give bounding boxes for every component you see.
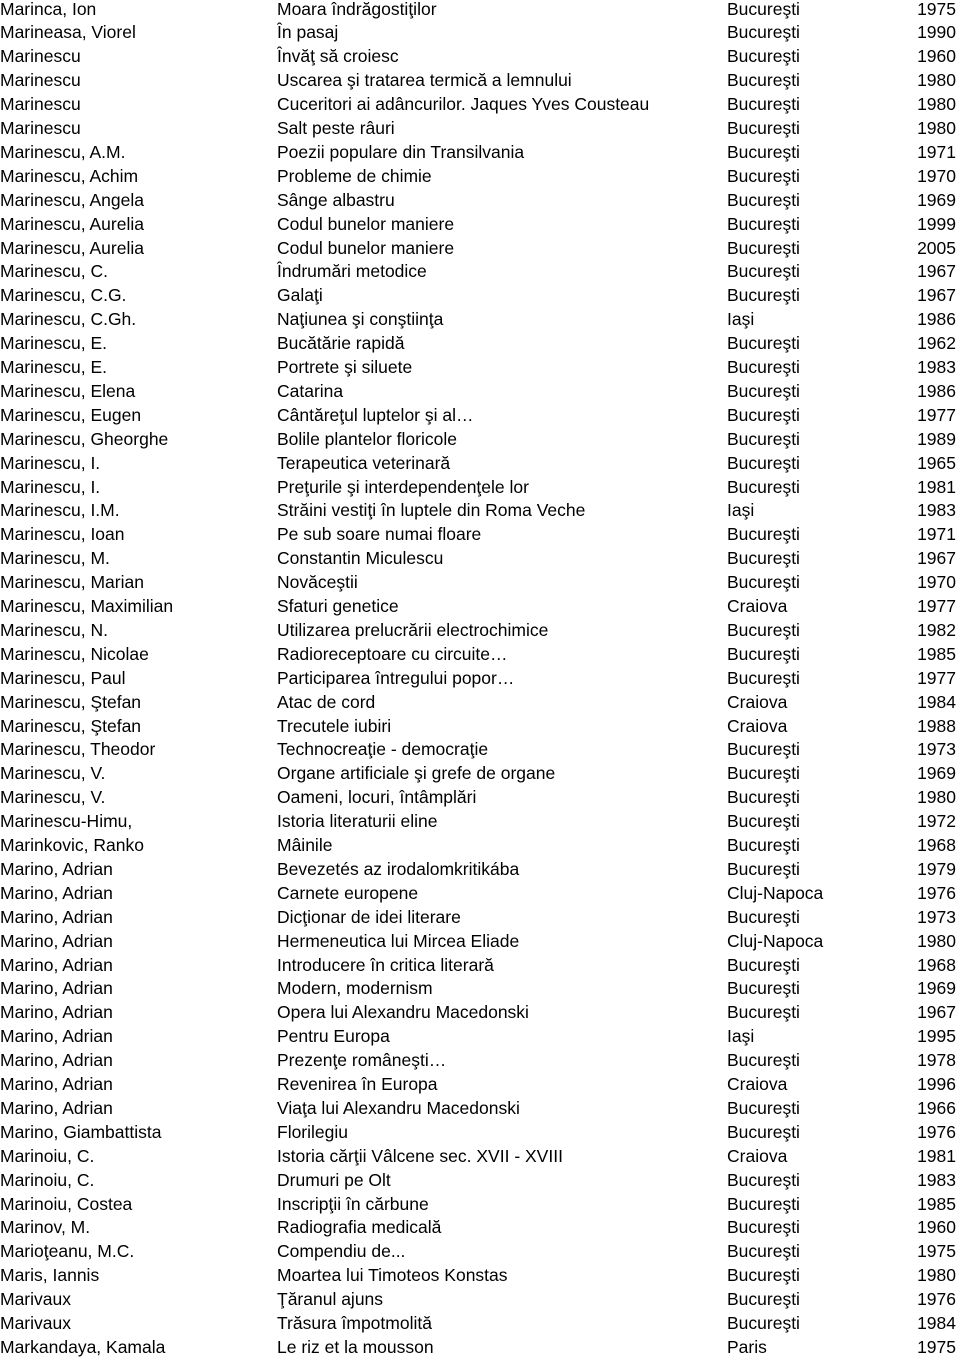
year-cell: 1976: [917, 1121, 956, 1142]
title-cell: Cuceritori ai adâncurilor. Jaques Yves Cousteau: [277, 94, 650, 115]
title-cell: Naţiunea şi conştiinţa: [277, 309, 444, 330]
catalog-row: [0, 786, 960, 810]
author-cell: Marinescu, Elena: [0, 380, 136, 401]
catalog-row: [0, 213, 960, 237]
title-cell: Carnete europene: [277, 882, 419, 903]
city-cell: Bucureşti: [727, 1121, 800, 1142]
catalog-row: [0, 141, 960, 165]
year-cell: 1966: [917, 1097, 956, 1118]
author-cell: Marinescu, E.: [0, 333, 107, 354]
author-cell: Marinescu: [0, 46, 81, 67]
author-cell: Marinca, Ion: [0, 0, 97, 19]
title-cell: Organe artificiale şi grefe de organe: [277, 763, 556, 784]
year-cell: 1969: [917, 763, 956, 784]
title-cell: Istoria cărţii Vâlcene sec. XVII - XVIII: [277, 1145, 563, 1166]
author-cell: Marinescu-Himu,: [0, 811, 133, 832]
catalog-row: [0, 45, 960, 69]
year-cell: 1967: [917, 548, 956, 569]
title-cell: Mâinile: [277, 835, 333, 855]
author-cell: Marinescu, V.: [0, 763, 106, 784]
title-cell: Oameni, locuri, întâmplări: [277, 787, 477, 808]
author-cell: Marinescu: [0, 118, 81, 138]
catalog-row: [0, 1264, 960, 1288]
catalog-row: [0, 619, 960, 643]
author-cell: Marinescu, Ioan: [0, 524, 125, 545]
city-cell: Bucureşti: [727, 428, 800, 449]
year-cell: 1985: [917, 643, 956, 664]
year-cell: 1973: [917, 739, 956, 760]
city-cell: Bucureşti: [727, 261, 800, 282]
catalog-row: [0, 1025, 960, 1049]
catalog-row: [0, 69, 960, 93]
year-cell: 1978: [917, 1050, 956, 1071]
title-cell: Opera lui Alexandru Macedonski: [277, 1002, 529, 1023]
city-cell: Cluj-Napoca: [727, 930, 824, 951]
catalog-row: [0, 691, 960, 715]
author-cell: Marino, Adrian: [0, 930, 113, 951]
title-cell: Uscarea şi tratarea termică a lemnului: [277, 70, 572, 91]
title-cell: Codul bunelor maniere: [277, 213, 455, 234]
city-cell: Bucureşti: [727, 667, 800, 688]
title-cell: Dicţionar de idei literare: [277, 906, 461, 927]
city-cell: Bucureşti: [727, 285, 800, 306]
year-cell: 1977: [917, 404, 956, 425]
year-cell: 1972: [917, 811, 956, 832]
title-cell: Poezii populare din Transilvania: [277, 141, 525, 162]
author-cell: Marinescu, Aurelia: [0, 213, 144, 234]
title-cell: Revenirea în Europa: [277, 1074, 438, 1094]
title-cell: Bucătărie rapidă: [277, 333, 405, 354]
catalog-row: [0, 595, 960, 619]
title-cell: Modern, modernism: [277, 978, 433, 999]
title-cell: Codul bunelor maniere: [277, 237, 455, 258]
author-cell: Marinescu, Paul: [0, 667, 126, 688]
author-cell: Marinescu, C.G.: [0, 285, 127, 306]
author-cell: Marivaux: [0, 1313, 71, 1333]
year-cell: 1980: [917, 930, 956, 951]
city-cell: Craiova: [727, 1145, 788, 1166]
city-cell: Craiova: [727, 596, 788, 616]
author-cell: Marineasa, Viorel: [0, 22, 136, 43]
catalog-row: [0, 906, 960, 930]
city-cell: Bucureşti: [727, 118, 800, 138]
catalog-row: [0, 571, 960, 595]
author-cell: Marino, Adrian: [0, 1097, 113, 1118]
year-cell: 1975: [917, 1336, 956, 1357]
author-cell: Marivaux: [0, 1289, 71, 1310]
city-cell: Bucureşti: [727, 70, 800, 91]
title-cell: Florilegiu: [277, 1121, 348, 1142]
city-cell: Bucureşti: [727, 619, 800, 640]
city-cell: Craiova: [727, 691, 788, 712]
city-cell: Bucureşti: [727, 1217, 800, 1238]
city-cell: Bucureşti: [727, 548, 800, 569]
city-cell: Bucureşti: [727, 1002, 800, 1023]
author-cell: Marinescu, M.: [0, 548, 110, 569]
year-cell: 1999: [917, 213, 956, 234]
year-cell: 1986: [917, 309, 956, 330]
title-cell: Îndrumări metodice: [277, 261, 427, 282]
city-cell: Iaşi: [727, 309, 755, 330]
author-cell: Marinescu, Gheorghe: [0, 428, 169, 449]
author-cell: Marinoiu, C.: [0, 1145, 95, 1166]
city-cell: Cluj-Napoca: [727, 882, 824, 903]
year-cell: 1960: [917, 46, 956, 67]
catalog-row: [0, 715, 960, 739]
city-cell: Bucureşti: [727, 906, 800, 927]
author-cell: Marinescu, Aurelia: [0, 237, 144, 258]
title-cell: Învăţ să croiesc: [277, 46, 399, 67]
city-cell: Bucureşti: [727, 46, 800, 67]
author-cell: Marinkovic, Ranko: [0, 835, 144, 855]
year-cell: 1979: [917, 858, 956, 879]
title-cell: Introducere în critica literară: [277, 954, 494, 975]
city-cell: Bucureşti: [727, 237, 800, 258]
author-cell: Marino, Adrian: [0, 906, 113, 927]
title-cell: Sânge albastru: [277, 189, 395, 210]
year-cell: 1984: [917, 1313, 956, 1333]
city-cell: Paris: [727, 1336, 767, 1357]
city-cell: Bucureşti: [727, 22, 800, 43]
catalog-row: [0, 1097, 960, 1121]
city-cell: Bucureşti: [727, 787, 800, 808]
catalog-row: [0, 977, 960, 1001]
title-cell: Bevezetés az irodalomkritikába: [277, 858, 520, 879]
title-cell: Preţurile şi interdependenţele lor: [277, 476, 529, 497]
author-cell: Markandaya, Kamala: [0, 1336, 166, 1357]
catalog-row: [0, 858, 960, 882]
year-cell: 1973: [917, 906, 956, 927]
year-cell: 1989: [917, 428, 956, 449]
author-cell: Marino, Adrian: [0, 1050, 113, 1071]
title-cell: În pasaj: [277, 22, 339, 43]
catalog-row: [0, 1240, 960, 1264]
city-cell: Bucureşti: [727, 357, 800, 377]
city-cell: Bucureşti: [727, 404, 800, 425]
year-cell: 1980: [917, 1265, 956, 1286]
author-cell: Maris, Iannis: [0, 1265, 100, 1286]
year-cell: 1980: [917, 94, 956, 115]
author-cell: Marinescu, Ştefan: [0, 691, 142, 712]
author-cell: Marinescu, Maximilian: [0, 596, 174, 616]
author-cell: Marino, Adrian: [0, 1002, 113, 1023]
title-cell: Compendiu de...: [277, 1241, 406, 1262]
author-cell: Marinescu, I.M.: [0, 500, 120, 521]
catalog-row: [0, 1049, 960, 1073]
author-cell: Marinescu: [0, 70, 81, 91]
title-cell: Inscripţii în cărbune: [277, 1193, 429, 1214]
title-cell: Hermeneutica lui Mircea Eliade: [277, 930, 520, 951]
catalog-row: [0, 1121, 960, 1145]
title-cell: Radiografia medicală: [277, 1217, 442, 1238]
catalog-row: [0, 1001, 960, 1025]
year-cell: 1995: [917, 1026, 956, 1047]
year-cell: 1968: [917, 954, 956, 975]
author-cell: Marino, Adrian: [0, 1074, 113, 1094]
year-cell: 1975: [917, 0, 956, 19]
year-cell: 1983: [917, 357, 956, 377]
catalog-row: [0, 882, 960, 906]
city-cell: Bucureşti: [727, 1241, 800, 1262]
city-cell: Bucureşti: [727, 978, 800, 999]
year-cell: 1980: [917, 70, 956, 91]
year-cell: 1988: [917, 715, 956, 736]
catalog-row: [0, 547, 960, 571]
city-cell: Bucureşti: [727, 141, 800, 162]
year-cell: 1981: [917, 1145, 956, 1166]
author-cell: Marinescu, I.: [0, 452, 101, 473]
title-cell: Catarina: [277, 380, 344, 401]
catalog-row: [0, 762, 960, 786]
catalog-row: [0, 1073, 960, 1097]
city-cell: Craiova: [727, 715, 788, 736]
catalog-row: [0, 667, 960, 691]
year-cell: 1976: [917, 882, 956, 903]
year-cell: 1970: [917, 165, 956, 186]
title-cell: Novăceştii: [277, 572, 358, 593]
author-cell: Marinescu, C.Gh.: [0, 309, 137, 330]
catalog-row: [0, 308, 960, 332]
title-cell: Cântăreţul luptelor şi al…: [277, 404, 474, 425]
city-cell: Bucureşti: [727, 643, 800, 664]
author-cell: Marinov, M.: [0, 1217, 91, 1238]
title-cell: Portrete şi siluete: [277, 357, 413, 377]
city-cell: Bucureşti: [727, 1050, 800, 1071]
title-cell: Moartea lui Timoteos Konstas: [277, 1265, 508, 1286]
catalog-row: [0, 356, 960, 380]
city-cell: Craiova: [727, 1074, 788, 1094]
year-cell: 1976: [917, 1289, 956, 1310]
title-cell: Drumuri pe Olt: [277, 1169, 391, 1190]
year-cell: 1977: [917, 596, 956, 616]
catalog-row: [0, 1145, 960, 1169]
author-cell: Marino, Adrian: [0, 858, 113, 879]
title-cell: Utilizarea prelucrării electrochimice: [277, 619, 549, 640]
catalog-row: [0, 165, 960, 189]
title-cell: Atac de cord: [277, 691, 376, 712]
author-cell: Marino, Adrian: [0, 978, 113, 999]
city-cell: Bucureşti: [727, 452, 800, 473]
catalog-row: [0, 284, 960, 308]
catalog-row: [0, 21, 960, 45]
title-cell: Prezenţe româneşti…: [277, 1050, 447, 1071]
city-cell: Bucureşti: [727, 1265, 800, 1286]
catalog-row: [0, 404, 960, 428]
year-cell: 1975: [917, 1241, 956, 1262]
catalog-row: [0, 930, 960, 954]
catalog-row: [0, 452, 960, 476]
city-cell: Bucureşti: [727, 0, 800, 19]
author-cell: Marinescu, Achim: [0, 165, 139, 186]
title-cell: Sfaturi genetice: [277, 596, 399, 616]
city-cell: Bucureşti: [727, 165, 800, 186]
year-cell: 1967: [917, 285, 956, 306]
title-cell: Probleme de chimie: [277, 165, 432, 186]
city-cell: Bucureşti: [727, 739, 800, 760]
year-cell: 1985: [917, 1193, 956, 1214]
catalog-row: [0, 380, 960, 404]
year-cell: 1967: [917, 261, 956, 282]
year-cell: 2005: [917, 237, 956, 258]
city-cell: Bucureşti: [727, 954, 800, 975]
city-cell: Bucureşti: [727, 763, 800, 784]
catalog-row: [0, 499, 960, 523]
author-cell: Marinescu, Theodor: [0, 739, 156, 760]
city-cell: Bucureşti: [727, 1097, 800, 1118]
catalog-row: [0, 93, 960, 117]
city-cell: Bucureşti: [727, 524, 800, 545]
author-cell: Marinescu, C.: [0, 261, 108, 282]
catalog-row: [0, 523, 960, 547]
title-cell: Trecutele iubiri: [277, 715, 392, 736]
author-cell: Marinescu, V.: [0, 787, 106, 808]
title-cell: Pe sub soare numai floare: [277, 524, 482, 545]
year-cell: 1977: [917, 667, 956, 688]
city-cell: Bucureşti: [727, 1313, 800, 1333]
city-cell: Bucureşti: [727, 1289, 800, 1310]
city-cell: Bucureşti: [727, 189, 800, 210]
city-cell: Bucureşti: [727, 858, 800, 879]
catalog-row: [0, 834, 960, 858]
title-cell: Viaţa lui Alexandru Macedonski: [277, 1097, 520, 1118]
year-cell: 1996: [917, 1074, 956, 1094]
year-cell: 1980: [917, 118, 956, 138]
author-cell: Marinescu, I.: [0, 476, 101, 497]
author-cell: Marinescu, N.: [0, 619, 108, 640]
year-cell: 1962: [917, 333, 956, 354]
catalog-row: [0, 810, 960, 834]
title-cell: Participarea întregului popor…: [277, 667, 515, 688]
author-cell: Marinescu, Marian: [0, 572, 144, 593]
year-cell: 1983: [917, 500, 956, 521]
year-cell: 1990: [917, 22, 956, 43]
year-cell: 1982: [917, 619, 956, 640]
city-cell: Bucureşti: [727, 835, 800, 855]
catalog-row: [0, 1169, 960, 1193]
city-cell: Bucureşti: [727, 572, 800, 593]
year-cell: 1969: [917, 189, 956, 210]
year-cell: 1967: [917, 1002, 956, 1023]
title-cell: Salt peste râuri: [277, 118, 395, 138]
catalog-row: [0, 117, 960, 141]
city-cell: Bucureşti: [727, 333, 800, 354]
year-cell: 1986: [917, 380, 956, 401]
author-cell: Marinescu, Eugen: [0, 404, 142, 425]
year-cell: 1969: [917, 978, 956, 999]
city-cell: Iaşi: [727, 500, 755, 521]
title-cell: Pentru Europa: [277, 1026, 390, 1047]
author-cell: Marinoiu, C.: [0, 1169, 95, 1190]
author-cell: Marinescu: [0, 94, 81, 115]
city-cell: Bucureşti: [727, 1193, 800, 1214]
catalog-row: [0, 260, 960, 284]
year-cell: 1968: [917, 835, 956, 855]
title-cell: Trăsura împotmolită: [277, 1313, 432, 1333]
author-cell: Marino, Adrian: [0, 1026, 113, 1047]
year-cell: 1981: [917, 476, 956, 497]
year-cell: 1970: [917, 572, 956, 593]
catalog-row: [0, 428, 960, 452]
author-cell: Marinescu, Nicolae: [0, 643, 149, 664]
catalog-row: [0, 0, 960, 21]
author-cell: Marinescu, E.: [0, 357, 107, 377]
author-cell: Marinescu, A.M.: [0, 141, 126, 162]
author-cell: Marino, Giambattista: [0, 1121, 162, 1142]
year-cell: 1971: [917, 141, 956, 162]
year-cell: 1980: [917, 787, 956, 808]
author-cell: Marioţeanu, M.C.: [0, 1241, 135, 1262]
title-cell: Străini vestiţi în luptele din Roma Veche: [277, 500, 586, 521]
title-cell: Technocreaţie - democraţie: [277, 739, 489, 760]
year-cell: 1971: [917, 524, 956, 545]
title-cell: Istoria literaturii eline: [277, 811, 438, 832]
year-cell: 1984: [917, 691, 956, 712]
title-cell: Ţăranul ajuns: [277, 1289, 384, 1310]
city-cell: Bucureşti: [727, 811, 800, 832]
title-cell: Radioreceptoare cu circuite…: [277, 643, 508, 664]
author-cell: Marino, Adrian: [0, 882, 113, 903]
catalog-row: [0, 1312, 960, 1336]
catalog-row: [0, 1336, 960, 1360]
catalog-row: [0, 1193, 960, 1217]
year-cell: 1965: [917, 452, 956, 473]
catalog-row: [0, 476, 960, 500]
author-cell: Marinescu, Ştefan: [0, 715, 142, 736]
catalog-row: [0, 189, 960, 213]
city-cell: Iaşi: [727, 1026, 755, 1047]
catalog-row: [0, 1216, 960, 1240]
catalog-row: [0, 738, 960, 762]
title-cell: Le riz et la mousson: [277, 1336, 434, 1357]
title-cell: Galaţi: [277, 285, 323, 306]
year-cell: 1983: [917, 1169, 956, 1190]
title-cell: Moara îndrăgostiţilor: [277, 0, 437, 19]
year-cell: 1960: [917, 1217, 956, 1238]
catalog-row: [0, 332, 960, 356]
title-cell: Bolile plantelor floricole: [277, 428, 457, 449]
catalog-row: [0, 954, 960, 978]
title-cell: Constantin Miculescu: [277, 548, 444, 569]
city-cell: Bucureşti: [727, 1169, 800, 1190]
city-cell: Bucureşti: [727, 476, 800, 497]
title-cell: Terapeutica veterinară: [277, 452, 451, 473]
city-cell: Bucureşti: [727, 94, 800, 115]
author-cell: Marino, Adrian: [0, 954, 113, 975]
city-cell: Bucureşti: [727, 380, 800, 401]
catalog-row: [0, 643, 960, 667]
author-cell: Marinescu, Angela: [0, 189, 144, 210]
catalog-row: [0, 237, 960, 261]
author-cell: Marinoiu, Costea: [0, 1193, 133, 1214]
catalog-row: [0, 1288, 960, 1312]
city-cell: Bucureşti: [727, 213, 800, 234]
